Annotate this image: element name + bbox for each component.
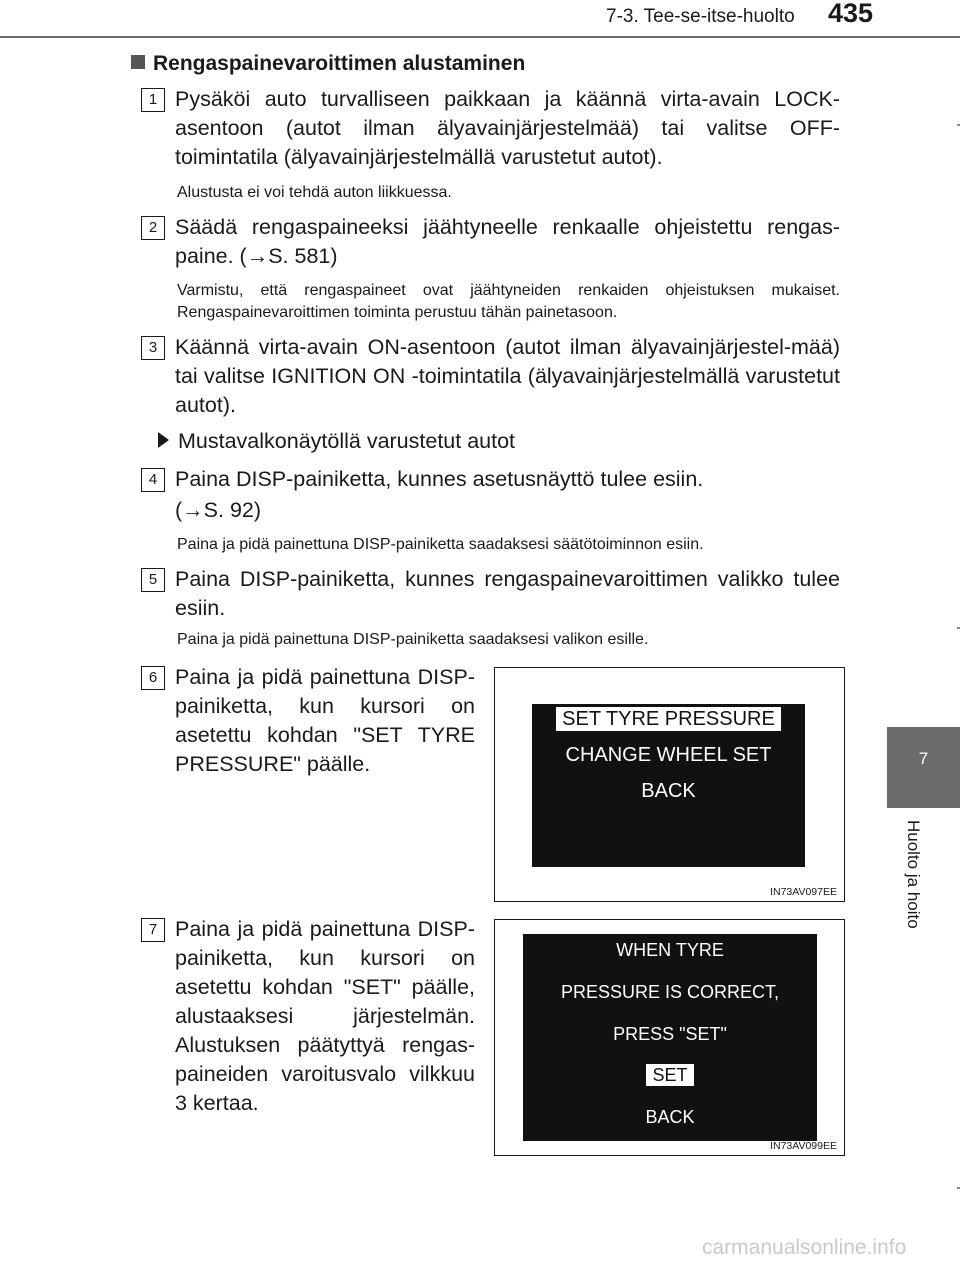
- step-5-note: Paina ja pidä painettuna DISP-painiketta saadaksesi valikon esille.: [177, 631, 649, 648]
- header-section-title: 7-3. Tee-se-itse-huolto: [606, 6, 795, 27]
- figure-set-confirmation-screen: [494, 919, 845, 1156]
- step-7-text: Paina ja pidä painettuna DISP-painiketta, kun kursori on asetettu kohdan "SET" päälle, alustaaksesi järjestelmän. Alustuksen päätyttyä rengas-paineiden varoitusvalo vilkkuu 3 kertaa.: [175, 917, 475, 1115]
- step-1-text: Pysäköi auto turvalliseen paikkaan ja käännä virta-avain LOCK-asentoon (autot ilman älyavainjärjestelmää) tai valitse OFF-toimintatila (älyavainjärjestelmällä varustetut autot).: [175, 87, 840, 169]
- step-4-note: Paina ja pidä painettuna DISP-painiketta saadaksesi säätötoiminnon esiin.: [177, 536, 704, 553]
- step-6-text: Paina ja pidä painettuna DISP-painiketta, kun kursori on asetettu kohdan "SET TYRE PRESSURE" päälle.: [175, 665, 475, 776]
- step-number-2: 2: [141, 216, 165, 240]
- step-2-note: Varmistu, että rengaspaineet ovat jäähtyneiden renkaiden ohjeistuksen mukaiset. Rengaspainevaroittimen toiminta perustuu tähän painetasoon.: [177, 282, 840, 321]
- screen-line-press-set: PRESS "SET": [613, 1024, 727, 1044]
- header-divider: [0, 36, 960, 38]
- menu-item-set: SET: [523, 1065, 817, 1086]
- screen-line-when-tyre: WHEN TYRE: [616, 940, 724, 960]
- figure-code: IN73AV097EE: [770, 886, 837, 898]
- vehicle-variant-bullet: [158, 429, 515, 454]
- section-heading: [131, 52, 525, 76]
- display-screen: [532, 704, 805, 867]
- chapter-tab: [887, 727, 960, 808]
- triangle-bullet-icon: [158, 432, 169, 448]
- step-1-note: Alustusta ei voi tehdä auton liikkuessa.: [177, 184, 452, 201]
- vehicle-variant-text: Mustavalkonäytöllä varustetut autot: [178, 429, 516, 453]
- watermark: carmanualsonline.info: [702, 1236, 907, 1259]
- step-number-6: 6: [141, 666, 165, 690]
- step-number-5: 5: [141, 568, 165, 592]
- step-4-text: Paina DISP-painiketta, kunnes asetusnäyttö tulee esiin.: [175, 467, 704, 491]
- menu-item-change-wheel-set: CHANGE WHEEL SET: [565, 744, 772, 766]
- display-screen: [523, 934, 817, 1141]
- section-heading-text: Rengaspainevaroittimen alustaminen: [153, 52, 526, 75]
- menu-item-back: BACK: [645, 1107, 695, 1127]
- chapter-number: 7: [918, 749, 929, 768]
- figure-set-tyre-pressure-menu: [494, 667, 845, 902]
- step-number-3: 3: [141, 336, 165, 360]
- step-5-text: Paina DISP-painiketta, kunnes rengaspainevaroittimen valikko tulee esiin.: [175, 567, 840, 620]
- menu-item-set-tyre-pressure: SET TYRE PRESSURE: [532, 708, 805, 731]
- step-4-reference: (→S. 92): [175, 498, 262, 522]
- step-number-7: 7: [141, 918, 165, 942]
- step-number-1: 1: [141, 88, 165, 112]
- step-2-text: Säädä rengaspaineeksi jäähtyneelle renkaalle ohjeistettu rengas-paine. (→S. 581): [175, 215, 840, 268]
- screen-line-pressure-correct: PRESSURE IS CORRECT,: [560, 982, 780, 1002]
- step-number-4: 4: [141, 468, 165, 492]
- chapter-title: Huolto ja hoito: [904, 820, 923, 929]
- square-bullet-icon: [131, 55, 145, 69]
- figure-code: IN73AV099EE: [770, 1140, 837, 1152]
- menu-item-back: BACK: [641, 780, 696, 802]
- step-3-text: Käännä virta-avain ON-asentoon (autot ilman älyavainjärjestel-mää) tai valitse IGNITION ON -toimintatila (älyavainjärjestelmällä varustetut autot).: [175, 335, 840, 417]
- page-number: 435: [828, 0, 874, 28]
